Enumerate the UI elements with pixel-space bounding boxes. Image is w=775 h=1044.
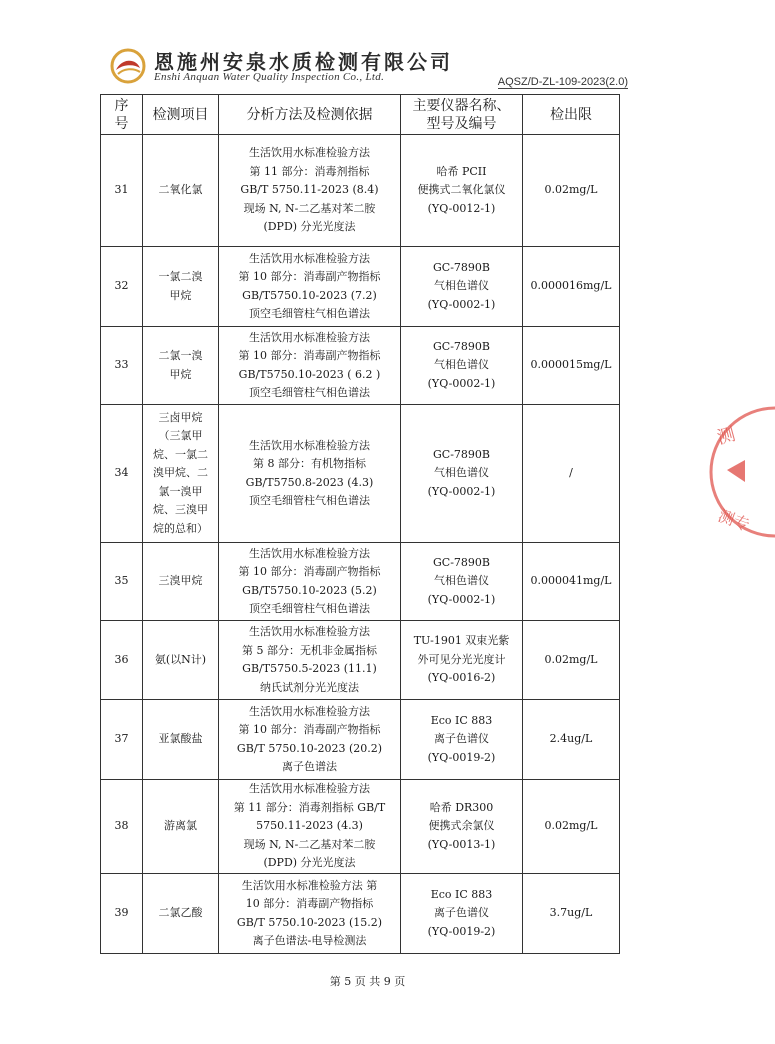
letterhead	[100, 40, 630, 96]
company-name-cn: 恩施州安泉水质检测有限公司	[154, 50, 453, 74]
detection-limit: /	[523, 405, 620, 543]
instrument: 哈希 PCII 便携式二氧化氯仪 (YQ-0012-1)	[401, 135, 523, 247]
inspection-item: 二氯一溴 甲烷	[143, 327, 219, 405]
svg-text:测: 测	[714, 423, 738, 449]
analysis-method: 生活饮用水标准检验方法 第 10 部分：消毒副产物指标 GB/T5750.10-2023 (5.2) 顶空毛细管柱气相色谱法	[219, 543, 401, 621]
instrument: 哈希 DR300 便携式余氯仪 (YQ-0013-1)	[401, 780, 523, 874]
inspection-item: 氨(以N计)	[143, 621, 219, 700]
instrument: GC-7890B 气相色谱仪 (YQ-0002-1)	[401, 405, 523, 543]
analysis-method: 生活饮用水标准检验方法 第 10 部分：消毒副产物指标 GB/T 5750.10-2023 (15.2) 离子色谱法-电导检测法	[219, 874, 401, 954]
row-number: 39	[101, 874, 143, 954]
analysis-method: 生活饮用水标准检验方法 第 8 部分：有机物指标 GB/T5750.8-2023 (4.3) 顶空毛细管柱气相色谱法	[219, 405, 401, 543]
analysis-method: 生活饮用水标准检验方法 第 10 部分：消毒副产物指标 GB/T5750.10-2023 ( 6.2 ) 顶空毛细管柱气相色谱法	[219, 327, 401, 405]
row-number: 34	[101, 405, 143, 543]
header-instrument: 主要仪器名称、 型号及编号	[401, 95, 523, 135]
table-row	[101, 247, 620, 327]
table-row	[101, 780, 620, 874]
row-number: 36	[101, 621, 143, 700]
analysis-method: 生活饮用水标准检验方法 第 10 部分：消毒副产物指标 GB/T5750.10-2023 (7.2) 顶空毛细管柱气相色谱法	[219, 247, 401, 327]
table-row	[101, 327, 620, 405]
inspection-item: 二氯乙酸	[143, 874, 219, 954]
detection-limit: 2.4ug/L	[523, 700, 620, 780]
header-method: 分析方法及检测依据	[219, 95, 401, 135]
instrument: GC-7890B 气相色谱仪 (YQ-0002-1)	[401, 327, 523, 405]
row-number: 37	[101, 700, 143, 780]
inspection-item: 亚氯酸盐	[143, 700, 219, 780]
analysis-method: 生活饮用水标准检验方法 第 11 部分：消毒剂指标 GB/T 5750.11-2023 (4.3) 现场 N, N-二乙基对苯二胺 (DPD) 分光光度法	[219, 780, 401, 874]
detection-limit: 0.02mg/L	[523, 135, 620, 247]
document-code: AQSZ/D-ZL-109-2023(2.0)	[497, 76, 628, 88]
page-number: 第 5 页 共 9 页	[329, 975, 406, 988]
table-row	[101, 543, 620, 621]
header-limit: 检出限	[523, 95, 620, 135]
table-header-row	[101, 95, 620, 135]
row-number: 33	[101, 327, 143, 405]
inspection-item: 三卤甲烷 （三氯甲 烷、一氯二 溴甲烷、二 氯一溴甲 烷、三溴甲 烷的总和）	[143, 405, 219, 543]
instrument: TU-1901 双束光紫 外可见分光光度计 (YQ-0016-2)	[401, 621, 523, 700]
svg-text:测专: 测专	[715, 505, 753, 535]
analysis-method: 生活饮用水标准检验方法 第 11 部分：消毒剂指标 GB/T 5750.11-2023 (8.4) 现场 N, N-二乙基对苯二胺 (DPD) 分光光度法	[219, 135, 401, 247]
analysis-method: 生活饮用水标准检验方法 第 10 部分：消毒副产物指标 GB/T 5750.10-2023 (20.2) 离子色谱法	[219, 700, 401, 780]
red-seal-stamp	[705, 392, 775, 552]
table-row	[101, 700, 620, 780]
company-logo-icon	[110, 48, 146, 84]
row-number: 31	[101, 135, 143, 247]
instrument: Eco IC 883 离子色谱仪 (YQ-0019-2)	[401, 700, 523, 780]
table-row	[101, 135, 620, 247]
header-no: 序 号	[101, 95, 143, 135]
inspection-item: 三溴甲烷	[143, 543, 219, 621]
inspection-methods-table	[100, 94, 620, 954]
detection-limit: 0.000016mg/L	[523, 247, 620, 327]
instrument: Eco IC 883 离子色谱仪 (YQ-0019-2)	[401, 874, 523, 954]
table-row	[101, 874, 620, 954]
row-number: 38	[101, 780, 143, 874]
detection-limit: 0.000041mg/L	[523, 543, 620, 621]
detection-limit: 3.7ug/L	[523, 874, 620, 954]
inspection-item: 游离氯	[143, 780, 219, 874]
instrument: GC-7890B 气相色谱仪 (YQ-0002-1)	[401, 543, 523, 621]
table-row	[101, 621, 620, 700]
row-number: 35	[101, 543, 143, 621]
detection-limit: 0.02mg/L	[523, 780, 620, 874]
detection-limit: 0.000015mg/L	[523, 327, 620, 405]
inspection-item: 一氯二溴 甲烷	[143, 247, 219, 327]
instrument: GC-7890B 气相色谱仪 (YQ-0002-1)	[401, 247, 523, 327]
analysis-method: 生活饮用水标准检验方法 第 5 部分：无机非金属指标 GB/T5750.5-2023 (11.1) 纳氏试剂分光光度法	[219, 621, 401, 700]
inspection-item: 二氧化氯	[143, 135, 219, 247]
detection-limit: 0.02mg/L	[523, 621, 620, 700]
header-item: 检测项目	[143, 95, 219, 135]
company-name-en: Enshi Anquan Water Quality Inspection Co., Ltd.	[154, 71, 385, 83]
table-row	[101, 405, 620, 543]
row-number: 32	[101, 247, 143, 327]
